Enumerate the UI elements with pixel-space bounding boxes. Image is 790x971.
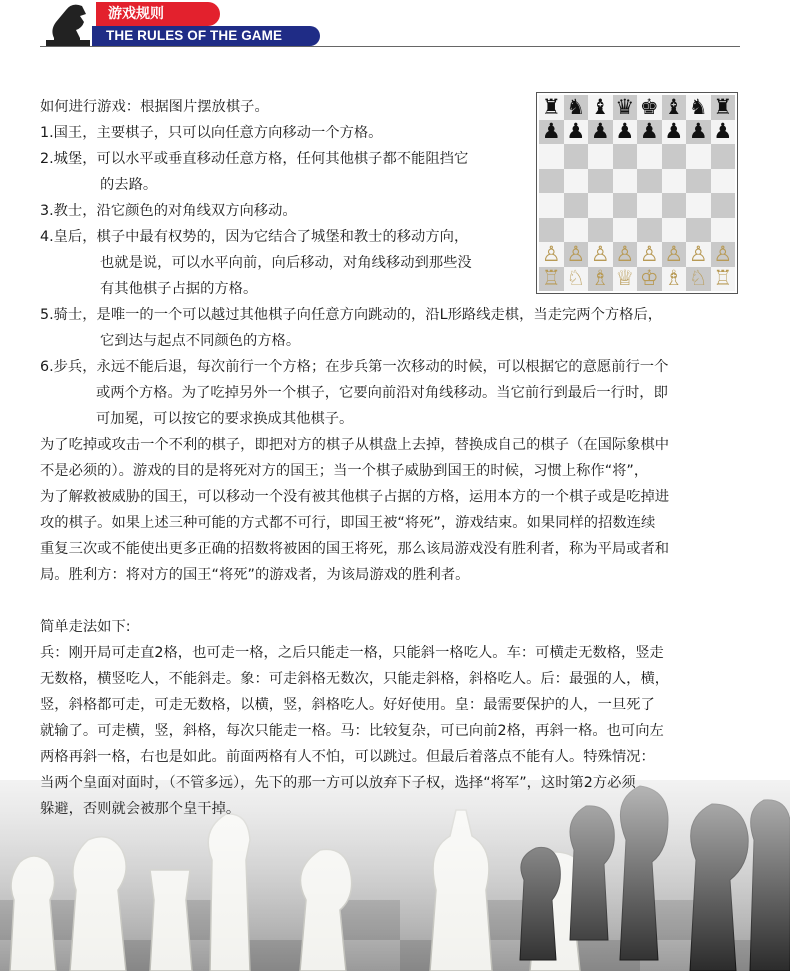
simple-line: 当两个皇面对面时，（不管多远），先下的那一方可以放弃下子权，选择“将军”，这时第2方必须 [40,775,636,791]
board-square: ♝ [662,95,687,120]
rule-rook-cont: 的去路。 [100,177,158,193]
board-square [637,193,662,218]
board-square [711,218,736,243]
board-square: ♙ [564,242,589,267]
board-square [637,169,662,194]
board-square: ♚ [637,95,662,120]
board-square [662,169,687,194]
rule-queen-cont2: 有其他棋子占据的方格。 [100,281,258,297]
rules-intro: 如何进行游戏：根据图片摆放棋子。 [40,99,269,115]
simple-line: 躲避，否则就会被那个皇干掉。 [40,801,241,817]
simple-line: 兵：刚开局可走直2格，也可走一格，之后只能走一格，只能斜一格吃人。车：可横走无数格，竖走 [40,645,664,661]
simple-line: 就输了。可走横，竖，斜格，每次只能走一格。马：比较复杂，可已向前2格，再斜一格。也可向左 [40,723,664,739]
board-square [539,144,564,169]
board-square: ♟ [539,120,564,145]
rule-knight: 5.骑士，是唯一的一个可以越过其他棋子向任意方向跳动的，沿L形路线走棋，当走完两个方格后， [40,307,663,323]
board-square: ♖ [539,267,564,292]
board-square: ♗ [662,267,687,292]
board-square: ♟ [588,120,613,145]
board-square [539,193,564,218]
board-square: ♝ [588,95,613,120]
board-square [539,169,564,194]
board-square [613,218,638,243]
title-cn: 游戏规则 [96,2,220,26]
board-square: ♙ [637,242,662,267]
board-square [613,169,638,194]
board-square: ♙ [588,242,613,267]
rule-pawn-cont2: 可加冕，可以按它的要求换成其他棋子。 [96,411,354,427]
board-square [711,169,736,194]
board-square: ♟ [613,120,638,145]
rule-pawn: 6.步兵，永远不能后退，每次前行一个方格；在步兵第一次移动的时候，可以根据它的意愿前行一个 [40,359,669,375]
board-square: ♔ [637,267,662,292]
board-square [539,218,564,243]
board-square [686,169,711,194]
board-square [662,144,687,169]
board-square [711,144,736,169]
simple-heading: 简单走法如下: [40,619,131,635]
board-square: ♜ [711,95,736,120]
board-square [613,144,638,169]
paragraph-line: 不是必须的）。游戏的目的是将死对方的国王；当一个棋子威胁到国王的时候，习惯上称作“将”， [40,463,649,479]
paragraph-line: 攻的棋子。如果上述三种可能的方式都不可行，即国王被“将死”，游戏结束。如果同样的招数连续 [40,515,656,531]
board-square: ♟ [686,120,711,145]
rule-queen-cont: 也就是说，可以水平向前，向后移动，对角线移动到那些没 [100,255,472,271]
board-square [711,193,736,218]
board-square: ♙ [686,242,711,267]
board-square: ♛ [613,95,638,120]
board-square: ♟ [637,120,662,145]
board-square [588,169,613,194]
board-square [588,144,613,169]
board-square [588,193,613,218]
board-square: ♙ [711,242,736,267]
paragraph-line: 局。胜利方：将对方的国王“将死”的游戏者，为该局游戏的胜利者。 [40,567,470,583]
title-en: THE RULES OF THE GAME [92,26,320,46]
paragraph-line: 为了解救被威胁的国王，可以移动一个没有被其他棋子占据的方格，运用本方的一个棋子或是吃掉进 [40,489,670,505]
rule-queen: 4.皇后，棋子中最有权势的，因为它结合了城堡和教士的移动方向， [40,229,469,245]
rule-knight-cont: 它到达与起点不同颜色的方格。 [100,333,301,349]
simple-line: 无数格，横竖吃人，不能斜走。象：可走斜格无数次，只能走斜格，斜格吃人。后：最强的人，横， [40,671,670,687]
chessboard-grid [539,95,735,291]
board-square [613,193,638,218]
board-square [686,218,711,243]
board-square: ♜ [539,95,564,120]
board-square [564,169,589,194]
board-square: ♞ [564,95,589,120]
paragraph-line: 为了吃掉或攻击一个不利的棋子，即把对方的棋子从棋盘上去掉，替换成自己的棋子（在国际象棋中 [40,437,670,453]
board-square [637,144,662,169]
chessboard [536,92,738,294]
board-square: ♟ [564,120,589,145]
simple-line: 两格再斜一格，右也是如此。前面两格有人不怕，可以跳过。但最后着落点不能有人。特殊情况： [40,749,655,765]
rule-pawn-cont: 或两个方格。为了吃掉另外一个棋子，它要向前沿对角线移动。当它前行到最后一行时，即 [96,385,668,401]
board-square [662,218,687,243]
board-square [564,144,589,169]
board-square [686,193,711,218]
board-square: ♞ [686,95,711,120]
board-square [564,218,589,243]
board-square [662,193,687,218]
board-square [564,193,589,218]
board-square [686,144,711,169]
board-square: ♟ [711,120,736,145]
board-square: ♟ [662,120,687,145]
rule-bishop: 3.教士，沿它颜色的对角线双方向移动。 [40,203,297,219]
board-square: ♖ [711,267,736,292]
rule-rook: 2.城堡，可以水平或垂直移动任意方格，任何其他棋子都不能阻挡它 [40,151,469,167]
paragraph-line: 重复三次或不能使出更多正确的招数将被困的国王将死，那么该局游戏没有胜利者，称为平局或者和 [40,541,670,557]
board-square [637,218,662,243]
header-banner [0,0,790,50]
board-square: ♙ [662,242,687,267]
board-square [588,218,613,243]
board-square: ♙ [539,242,564,267]
board-square: ♘ [686,267,711,292]
board-square: ♘ [564,267,589,292]
simple-line: 竖，斜格都可走，可走无数格，以横，竖，斜格吃人。好好使用。皇：最需要保护的人，一旦死了 [40,697,655,713]
board-square: ♕ [613,267,638,292]
board-square: ♗ [588,267,613,292]
header-divider [40,46,740,47]
board-square: ♙ [613,242,638,267]
rule-king: 1.国王，主要棋子，只可以向任意方向移动一个方格。 [40,125,383,141]
